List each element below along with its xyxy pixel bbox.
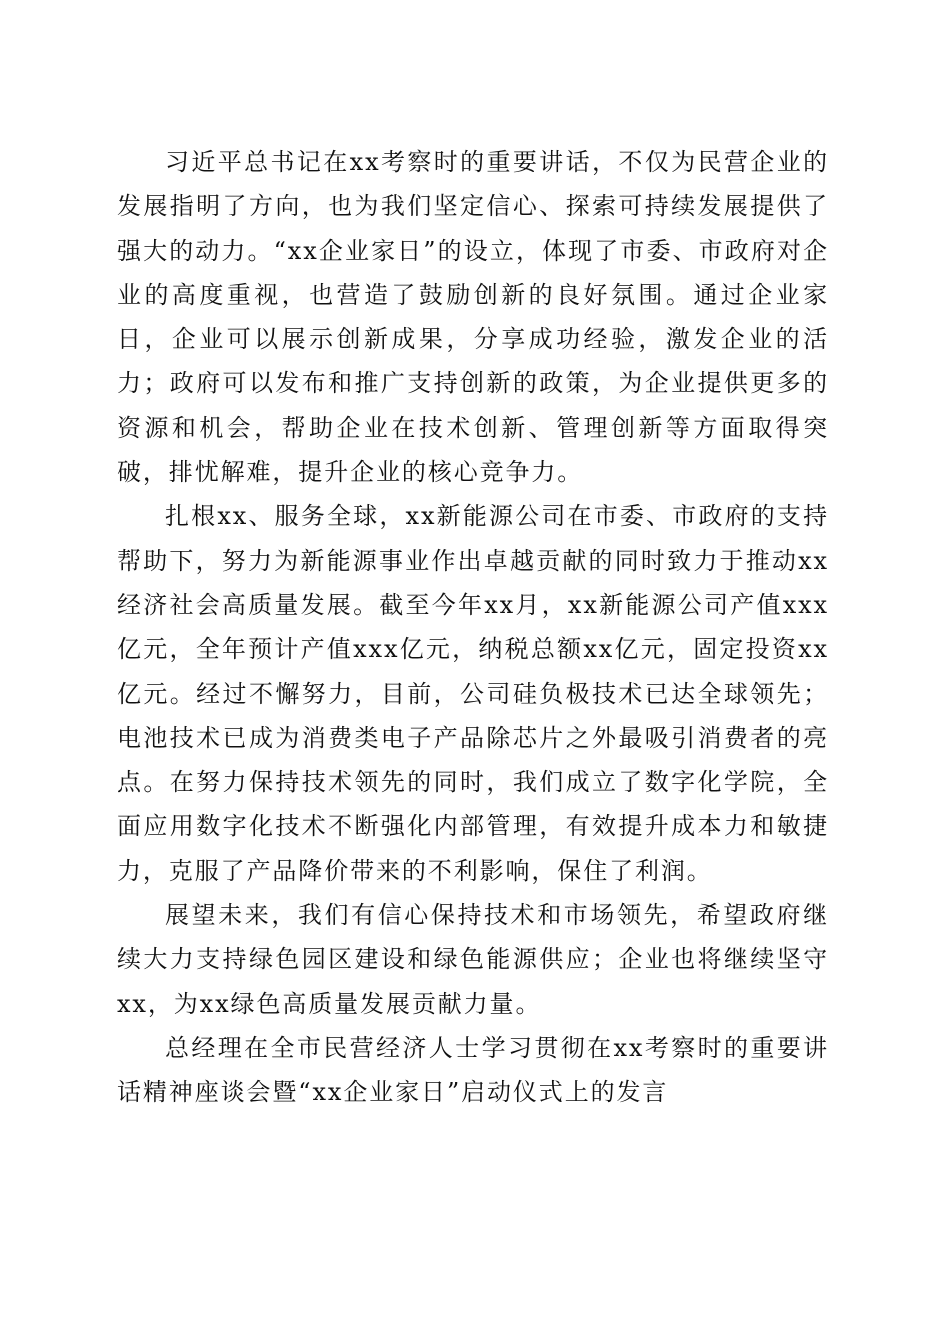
paragraph-4: 总经理在全市民营经济人士学习贯彻在xx考察时的重要讲话精神座谈会暨“xx企业家日”启动仪式上的发言 [117, 1033, 829, 1107]
document-body [117, 140, 829, 1115]
paragraph-1: 习近平总书记在xx考察时的重要讲话，不仅为民营企业的发展指明了方向，也为我们坚定信心、探索可持续发展提供了强大的动力。“xx企业家日”的设立，体现了市委、市政府对企业的高度重视，也营造了鼓励创新的良好氛围。通过企业家日，企业可以展示创新成果，分享成功经验，激发企业的活力；政府可以发布和推广支持创新的政策，为企业提供更多的资源和机会，帮助企业在技术创新、管理创新等方面取得突破，排忧解难，提升企业的核心竞争力。 [117, 148, 829, 487]
paragraph-3: 展望未来，我们有信心保持技术和市场领先，希望政府继续大力支持绿色园区建设和绿色能源供应；企业也将继续坚守xx，为xx绿色高质量发展贡献力量。 [117, 901, 829, 1018]
paragraph-2: 扎根xx、服务全球，xx新能源公司在市委、市政府的支持帮助下，努力为新能源事业作出卓越贡献的同时致力于推动xx经济社会高质量发展。截至今年xx月，xx新能源公司产值xxx亿元，全年预计产值xxx亿元，纳税总额xx亿元，固定投资xx亿元。经过不懈努力，目前，公司硅负极技术已达全球领先；电池技术已成为消费类电子产品除芯片之外最吸引消费者的亮点。在努力保持技术领先的同时，我们成立了数字化学院，全面应用数字化技术不断强化内部管理，有效提升成本力和敏捷力，克服了产品降价带来的不利影响，保住了利润。 [117, 502, 829, 885]
